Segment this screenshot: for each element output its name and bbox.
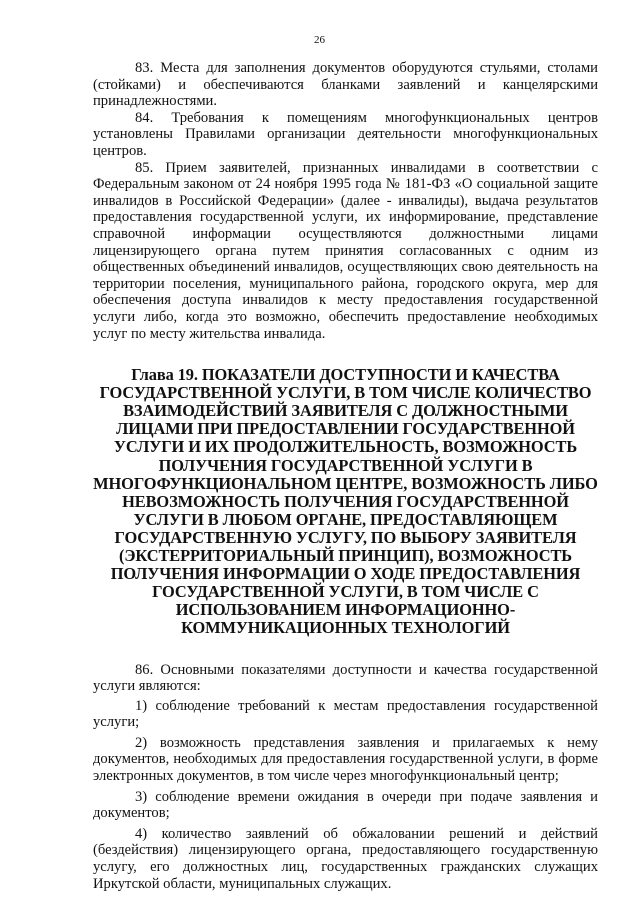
chapter-19-heading: Глава 19. ПОКАЗАТЕЛИ ДОСТУПНОСТИ И КАЧЕСТВА ГОСУДАРСТВЕННОЙ УСЛУГИ, В ТОМ ЧИСЛЕ КОЛИЧЕСТВО ВЗАИМОДЕЙСТВИЙ ЗАЯВИТЕЛЯ С ДОЛЖНОСТНЫМИ ЛИЦАМИ ПРИ ПРЕДОСТАВЛЕНИИ ГОСУДАРСТВЕННОЙ УСЛУГИ И ИХ ПРОДОЛЖИТЕЛЬНОСТЬ, ВОЗМОЖНОСТЬ ПОЛУЧЕНИЯ ГОСУДАРСТВЕННОЙ УСЛУГИ В МНОГОФУНКЦИОНАЛЬНОМ ЦЕНТРЕ, ВОЗМОЖНОСТЬ ЛИБО НЕВОЗМОЖНОСТЬ ПОЛУЧЕНИЯ ГОСУДАРСТВЕННОЙ УСЛУГИ В ЛЮБОМ ОРГАНЕ, ПРЕДОСТАВЛЯЮЩЕМ ГОСУДАРСТВЕННУЮ УСЛУГУ, ПО ВЫБОРУ ЗАЯВИТЕЛЯ (ЭКСТЕРРИТОРИАЛЬНЫЙ ПРИНЦИП), ВОЗМОЖНОСТЬ ПОЛУЧЕНИЯ ИНФОРМАЦИИ О ХОДЕ ПРЕДОСТАВЛЕНИЯ ГОСУДАРСТВЕННОЙ УСЛУГИ, В ТОМ ЧИСЛЕ С ИСПОЛЬЗОВАНИЕМ ИНФОРМАЦИОННО-КОММУНИКАЦИОННЫХ ТЕХНОЛОГИЙ <box>93 365 598 638</box>
paragraph-85: 85. Прием заявителей, признанных инвалидами в соответствии с Федеральным законом от 24 ноября 1995 года № 181-ФЗ «О социальной защите инвалидов в Российской Федерации» (далее - инвалиды), выдача результатов предоставления государственной услуги, их информирование, представление справочной информации осуществляются должностными лицами лицензирующего органа путем принятия согласованных с одним из общественных объединений инвалидов, осуществляющих свою деятельность на территории поселения, муниципального района, городского округа, мер для обеспечения доступа инвалидов к месту предоставления государственной услуги либо, когда это возможно, обеспечить предоставление необходимых услуг по месту жительства инвалида. <box>93 159 598 342</box>
page-number: 26 <box>314 34 325 46</box>
paragraph-84: 84. Требования к помещениям многофункциональных центров установлены Правилами организации деятельности многофункциональных центров. <box>93 109 598 159</box>
paragraph-83: 83. Места для заполнения документов оборудуются стульями, столами (стойками) и обеспечиваются бланками заявлений и канцелярскими принадлежностями. <box>93 60 598 110</box>
list-item: 4) количество заявлений об обжаловании решений и действий (бездействия) лицензирующего органа, предоставляющего государственную услугу, его должностных лиц, государственных гражданских служащих Иркутской области, муниципальных служащих. <box>93 825 598 892</box>
list-item: 2) возможность представления заявления и прилагаемых к нему документов, необходимых для предоставления государственной услуги, в форме электронных документов, в том числе через многофункциональный центр; <box>93 734 598 785</box>
paragraph-86: 86. Основными показателями доступности и качества государственной услуги являются: <box>93 661 598 695</box>
list-item: 3) соблюдение времени ожидания в очереди при подаче заявления и документов; <box>93 788 598 822</box>
indicators-list <box>93 698 598 893</box>
document-body <box>93 60 598 892</box>
list-item: 1) соблюдение требований к местам предоставления государственной услуги; <box>93 697 598 731</box>
